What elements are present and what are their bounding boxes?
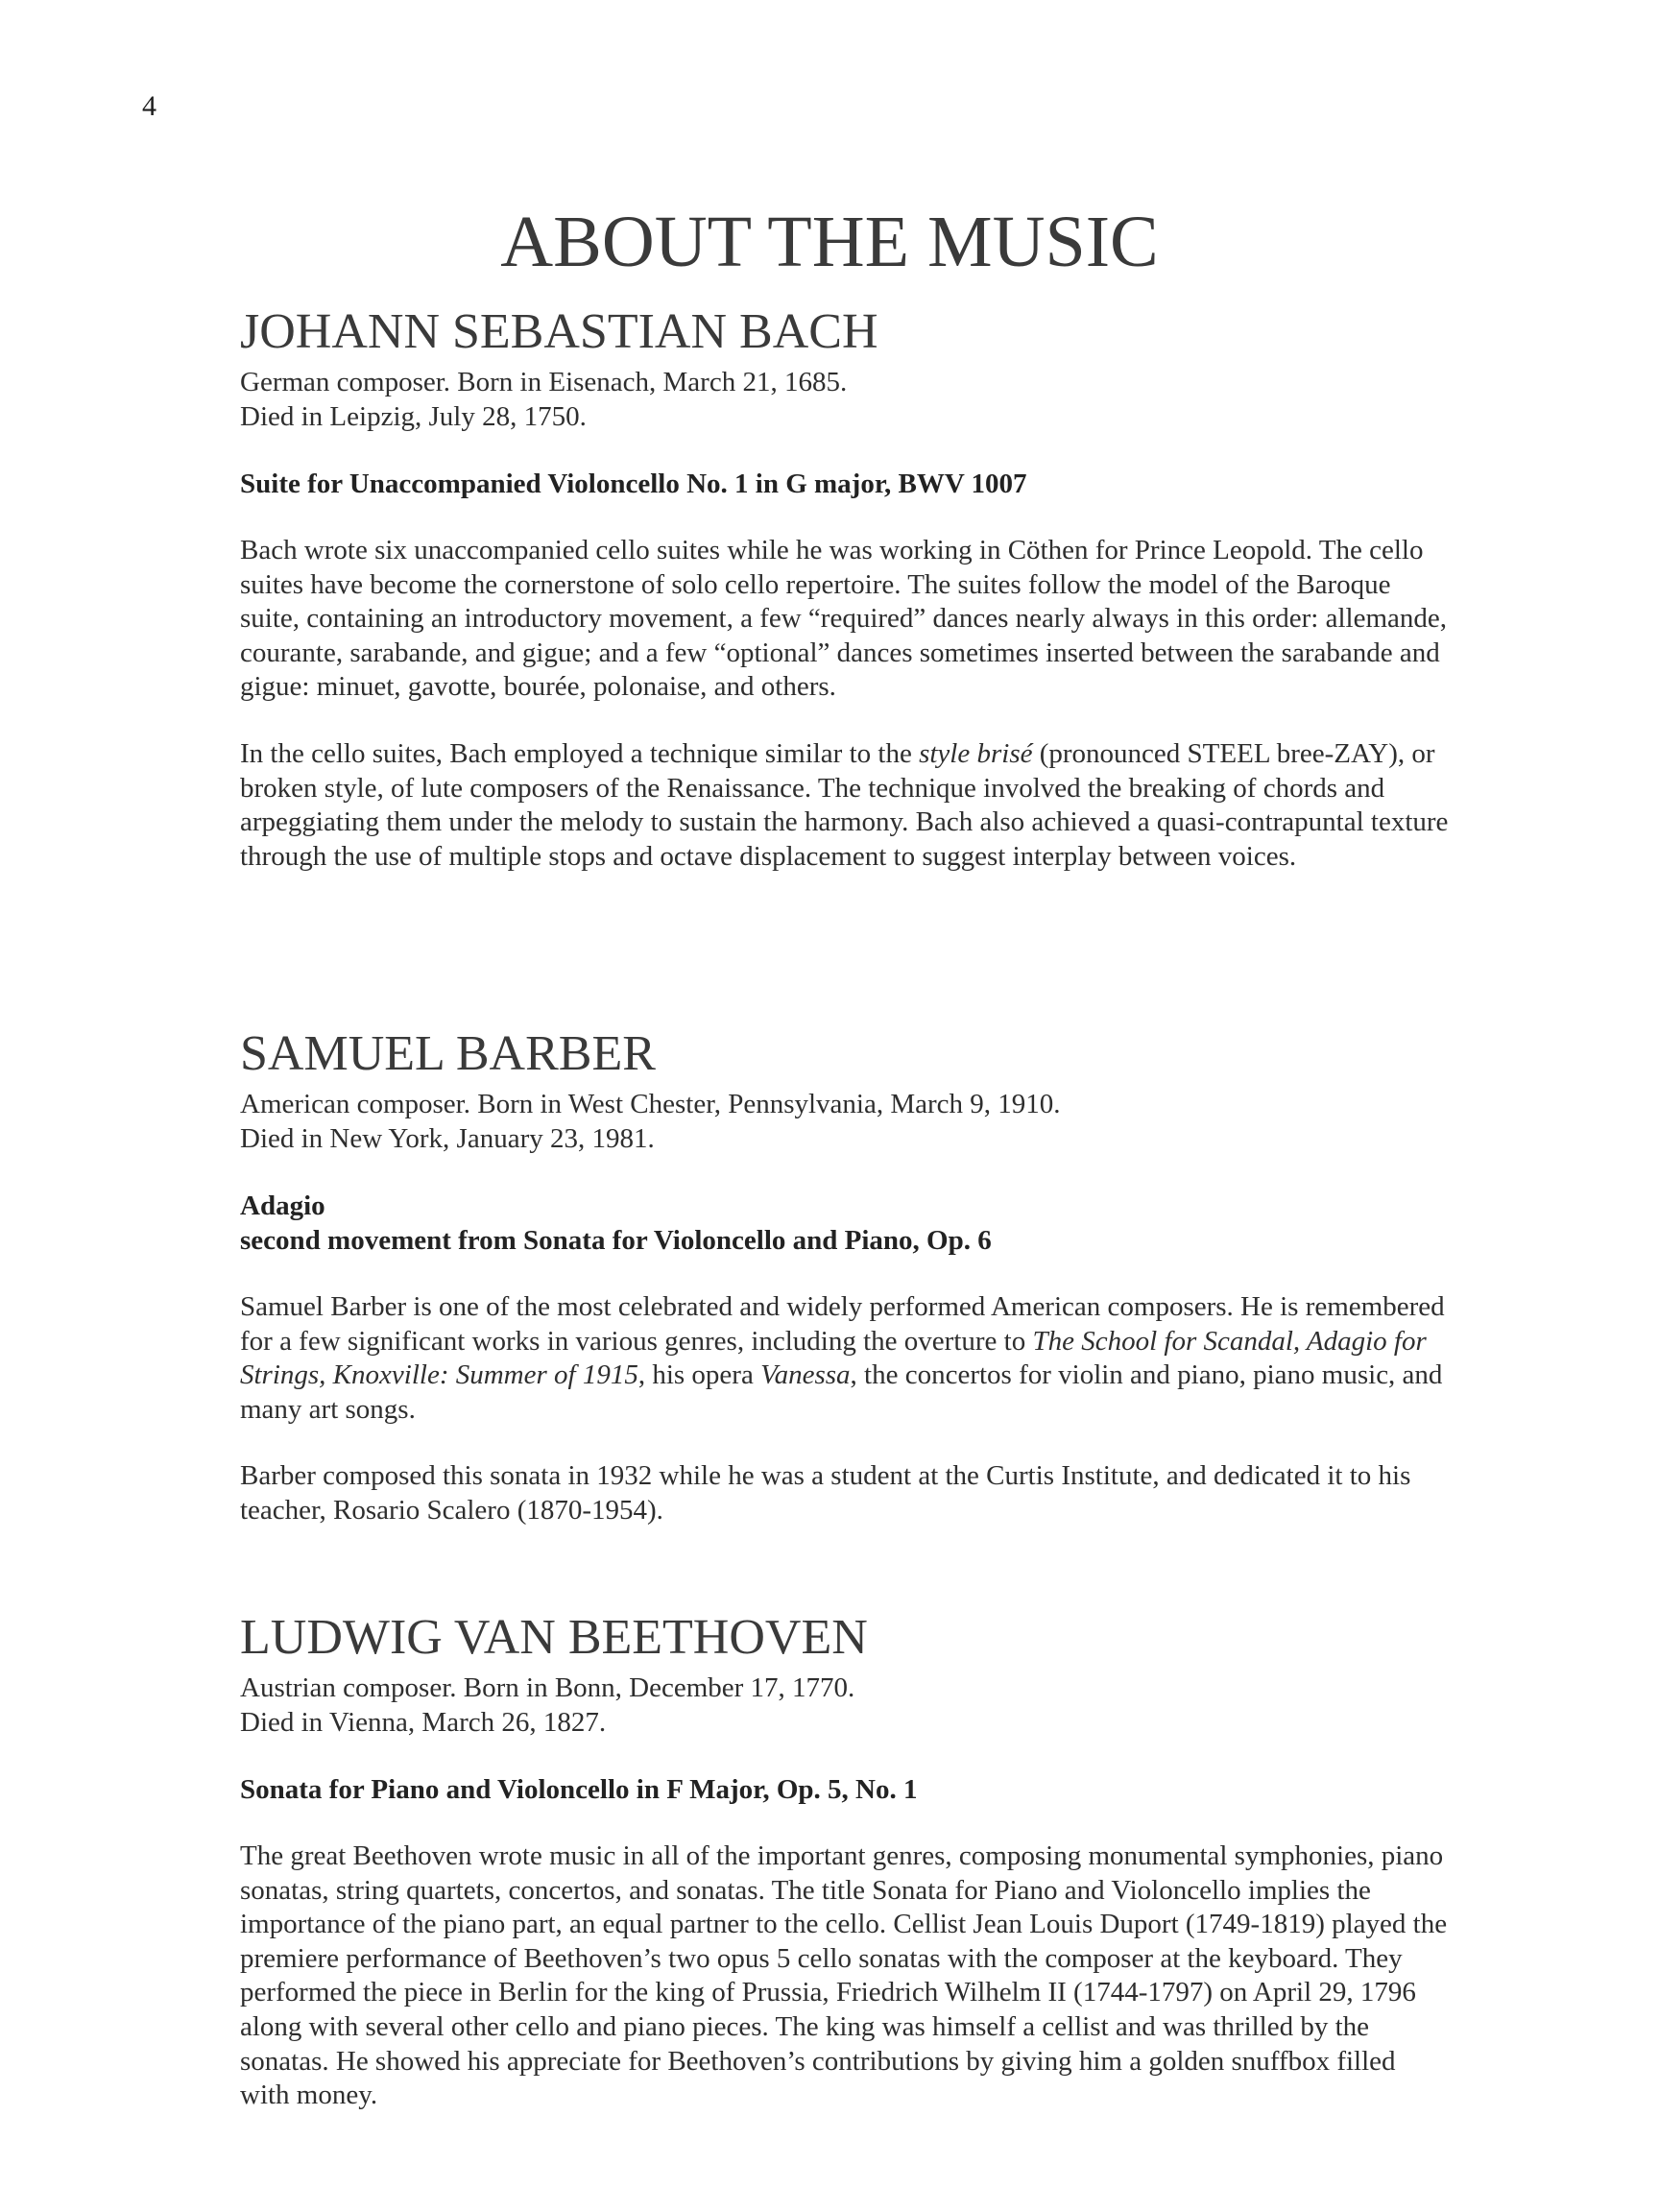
- work-title-line: second movement from Sonata for Violoncello and Piano, Op. 6: [240, 1225, 992, 1256]
- work-title: [240, 467, 1450, 501]
- paragraph-italic-text: The School for Scandal, Adagio for Strings, Knoxville: Summer of 1915: [240, 1325, 1427, 1391]
- paragraph-text: The great Beethoven wrote music in all of the important genres, composing monumental symphonies, piano sonatas, string quartets, concertos, and sonatas. The title Sonata for Piano and Violoncello implies the importance of the piano part, an equal partner to the cello. Cellist Jean Louis Duport (1749-1819) played the premiere performance of Beethoven’s two opus 5 cello sonatas with the composer at the keyboard. They performed the piece in Berlin for the king of Prussia, Friedrich Wilhelm II (1744-1797) on April 29, 1796 along with several other cello and piano pieces. The king was himself a cellist and was thrilled by the sonatas. He showed his appreciate for Beethoven’s contributions by giving him a golden snuffbox filled with money.: [240, 1840, 1448, 2111]
- paragraph: [240, 534, 1450, 705]
- page-title: ABOUT THE MUSIC: [500, 201, 1159, 282]
- work-title-line: Suite for Unaccompanied Violoncello No. 1 in G major, BWV 1007: [240, 469, 1027, 499]
- paragraph: [240, 1459, 1450, 1527]
- paragraph-italic-text: style brisé: [919, 737, 1033, 769]
- composer-bio: [240, 365, 1450, 434]
- composer-section-bach: [240, 305, 1450, 874]
- composer-bio: [240, 1087, 1450, 1156]
- paragraph-text: , the concertos for violin and piano, piano music, and many art songs.: [240, 1359, 1443, 1425]
- page-number: 4: [142, 90, 156, 122]
- composer-bio: [240, 1671, 1450, 1740]
- paragraph-text: Bach wrote six unaccompanied cello suites while he was working in Cöthen for Prince Leopold. The cello suites have become the cornerstone of solo cello repertoire. The suites follow the model of the Baroque suite, containing an introductory movement, a few “required” dances nearly always in this order: allemande, courante, sarabande, and gigue; and a few “optional” dances sometimes inserted between the sarabande and gigue: minuet, gavotte, bourée, polonaise, and others.: [240, 535, 1448, 703]
- bio-line: Austrian composer. Born in Bonn, December 17, 1770.: [240, 1672, 855, 1703]
- paragraph-text: (pronounced STEEL bree-ZAY), or broken style, of lute composers of the Renaissance. The technique involved the breaking of chords and arpeggiating them under the melody to sustain the harmony. Bach also achieved a quasi-contrapuntal texture through the use of multiple stops and octave displacement to suggest interplay between voices.: [240, 737, 1449, 872]
- work-title-line: Adagio: [240, 1190, 325, 1221]
- paragraph-text: In the cello suites, Bach employed a technique similar to the: [240, 737, 920, 769]
- work-title: [240, 1772, 1450, 1807]
- bio-line: Died in New York, January 23, 1981.: [240, 1123, 655, 1154]
- paragraph-text: Samuel Barber is one of the most celebrated and widely performed American composers. He is remembered for a few significant works in various genres, including the overture to: [240, 1291, 1445, 1357]
- work-title: [240, 1189, 1450, 1258]
- work-title-line: Sonata for Piano and Violoncello in F Major, Op. 5, No. 1: [240, 1774, 918, 1805]
- paragraph-italic-text: Vanessa: [760, 1359, 851, 1391]
- paragraph: [240, 1839, 1450, 2113]
- composer-section-beethoven: [240, 1611, 1450, 2113]
- bio-line: Died in Leipzig, July 28, 1750.: [240, 401, 587, 432]
- paragraph-text: Barber composed this sonata in 1932 while he was a student at the Curtis Institute, and dedicated it to his teacher, Rosario Scalero (1870-1954).: [240, 1460, 1411, 1526]
- composer-name: SAMUEL BARBER: [240, 1026, 656, 1081]
- composer-name: JOHANN SEBASTIAN BACH: [240, 304, 878, 359]
- paragraph: [240, 1290, 1450, 1427]
- paragraph: [240, 737, 1450, 874]
- paragraph-text: , his opera: [637, 1359, 761, 1391]
- composer-name: LUDWIG VAN BEETHOVEN: [240, 1610, 868, 1665]
- bio-line: American composer. Born in West Chester, Pennsylvania, March 9, 1910.: [240, 1089, 1061, 1119]
- bio-line: Died in Vienna, March 26, 1827.: [240, 1707, 607, 1738]
- bio-line: German composer. Born in Eisenach, March 21, 1685.: [240, 367, 848, 397]
- composer-section-barber: [240, 1027, 1450, 1528]
